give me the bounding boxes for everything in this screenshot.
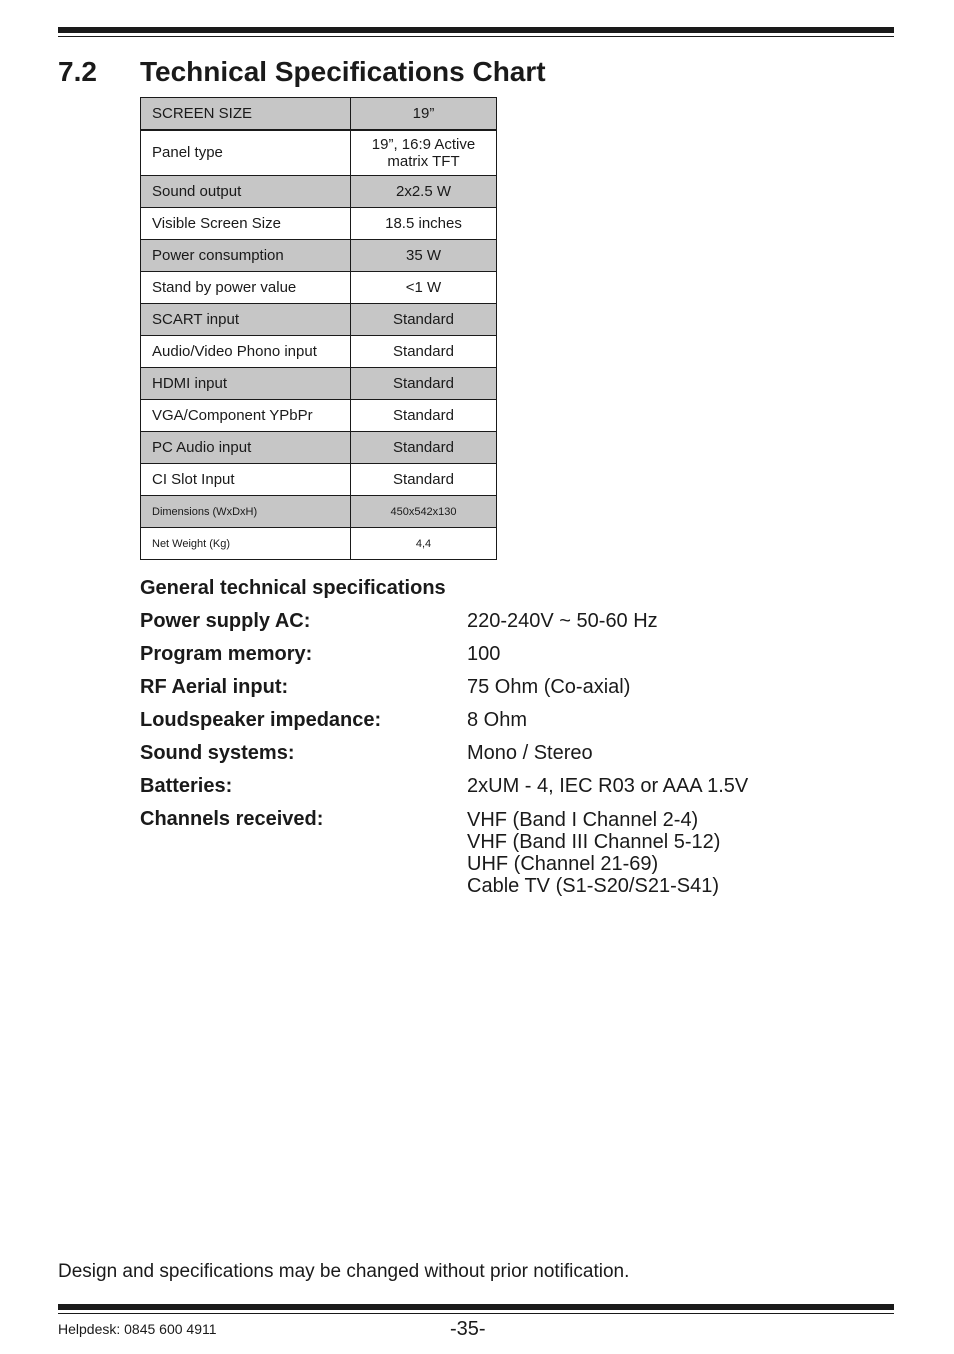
spec-value: 450x542x130 [351,496,497,528]
bottom-rule [58,1304,894,1314]
spec-label: Panel type [141,130,351,176]
spec-value: Standard [351,400,497,432]
spec-label: RF Aerial input: [140,676,289,698]
spec-value: 4,4 [351,528,497,560]
spec-label: Dimensions (WxDxH) [141,496,351,528]
spec-label: Sound systems: [140,742,295,764]
spec-value: <1 W [351,272,497,304]
list-item [140,709,900,742]
spec-value: 35 W [351,240,497,272]
spec-label: Channels received: [140,808,324,830]
spec-label: SCREEN SIZE [141,98,351,130]
list-item [140,610,900,643]
table-row [141,272,497,304]
spec-label: Batteries: [140,775,233,797]
channel-item: VHF (Band I Channel 2-4) [467,809,699,831]
channel-item: VHF (Band III Channel 5-12) [467,831,721,853]
section-title: Technical Specifications Chart [140,56,546,87]
table-row [141,528,497,560]
top-rule [58,27,894,37]
table-row [141,98,497,130]
page-number: -35- [450,1318,486,1340]
spec-value: Standard [351,432,497,464]
table-row [141,176,497,208]
table-row [141,208,497,240]
spec-label: Stand by power value [141,272,351,304]
helpdesk-text: Helpdesk: 0845 600 4911 [58,1321,217,1337]
spec-value: 2x2.5 W [351,176,497,208]
table-row [141,368,497,400]
spec-value: 100 [467,643,501,665]
list-item [140,775,900,808]
spec-value: 75 Ohm (Co-axial) [467,676,631,698]
spec-value: 8 Ohm [467,709,528,731]
spec-value: Mono / Stereo [467,742,593,764]
table-row [141,432,497,464]
spec-label: VGA/Component YPbPr [141,400,351,432]
spec-value: 19” [351,98,497,130]
spec-label: HDMI input [141,368,351,400]
spec-value: Standard [351,368,497,400]
spec-value: Standard [351,304,497,336]
disclaimer-text: Design and specifications may be changed without prior notification. [58,1261,630,1282]
list-item [140,742,900,775]
spec-label: Program memory: [140,643,313,665]
general-specs-heading: General technical specifications [140,577,446,599]
spec-value: 18.5 inches [351,208,497,240]
spec-label: Power supply AC: [140,610,311,632]
spec-label: Net Weight (Kg) [141,528,351,560]
spec-label: PC Audio input [141,432,351,464]
spec-value: 19”, 16:9 Active matrix TFT [351,130,497,176]
spec-label: CI Slot Input [141,464,351,496]
table-row [141,130,497,176]
spec-value: Standard [351,464,497,496]
list-item [140,643,900,676]
list-item [140,676,900,709]
table-row [141,400,497,432]
table-row [141,336,497,368]
channels-list [467,809,720,897]
spec-label: Power consumption [141,240,351,272]
spec-value: Standard [351,336,497,368]
spec-label: SCART input [141,304,351,336]
channel-item: Cable TV (S1-S20/S21-S41) [467,875,719,897]
channel-item: UHF (Channel 21-69) [467,853,659,875]
table-row [141,304,497,336]
section-number: 7.2 [58,56,97,87]
spec-value: 2xUM - 4, IEC R03 or AAA 1.5V [467,775,749,797]
general-specs-list [140,610,900,841]
spec-label: Audio/Video Phono input [141,336,351,368]
spec-table [140,97,497,560]
spec-label: Loudspeaker impedance: [140,709,382,731]
table-row [141,496,497,528]
spec-label: Visible Screen Size [141,208,351,240]
spec-label: Sound output [141,176,351,208]
spec-value: 220-240V ~ 50-60 Hz [467,610,658,632]
table-row [141,464,497,496]
table-row [141,240,497,272]
